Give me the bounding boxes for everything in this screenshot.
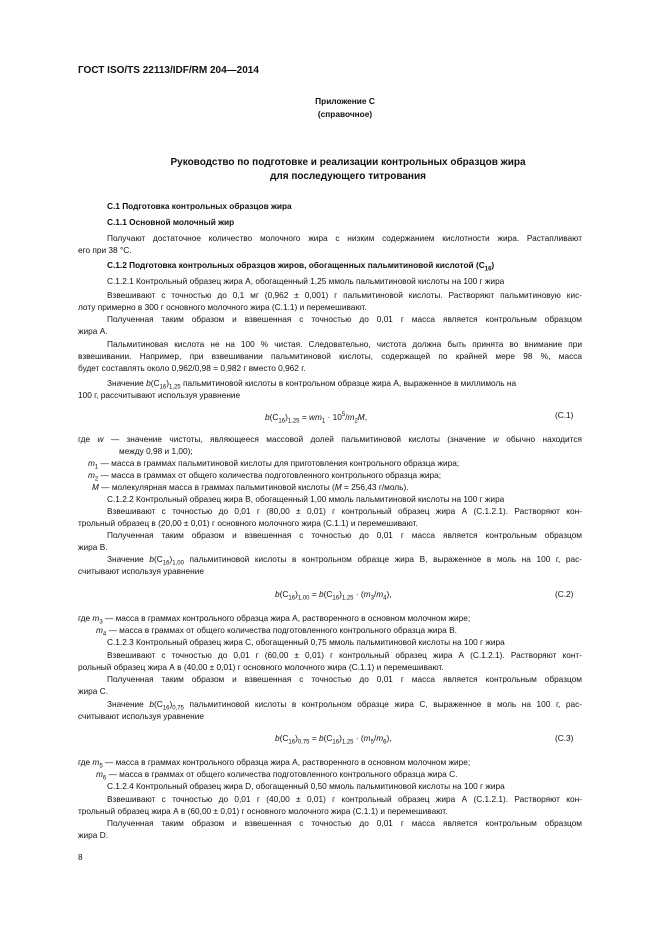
- paragraph-line: трольный образец жира А в (60,00 ± 0,01) г основного молочного жира (С.1.1) и перемешивают.: [78, 806, 448, 816]
- subsection-c1-2-3: С.1.2.3 Контрольный образец жира С, обогащенный 0,75 ммоль пальмитиновой кислоты на 100 г жира: [107, 637, 505, 647]
- equation-c3: $b(C_{16})_{0,75} = b(C_{16})_{1,25} \cdot (m_5/m_6)$,: [275, 733, 392, 746]
- page-number: 8: [78, 852, 83, 862]
- section-title-line1: Руководство по подготовке и реализации контрольных образцов жира: [170, 157, 526, 168]
- paragraph-line: Значение $b(C_{16})_{1,25}$ пальмитиновой кислоты в контрольном образце жира А, выраженное в миллимоль на: [107, 378, 517, 391]
- paragraph-line: Значение $b(C_{16})_{0,75}$ пальмитиновой кислоты в контрольном образце жира С, выраженное в моль на 100 г, рас-: [107, 699, 582, 712]
- paragraph-line: Взвешивают с точностью до 0,01 г (60,00 ± 0,01) г контрольный образец жира А (С.1.2.1). Растворяют конт-: [107, 650, 582, 660]
- equation-c2: $b(C_{16})_{1,00} = b(C_{16})_{1,25} \cdot (m_3/m_4)$,: [275, 589, 392, 602]
- subsection-c1-2-1: С.1.2.1 Контрольный образец жира А, обогащенный 1,25 ммоль пальмитиновой кислоты на 100 г жира: [107, 276, 505, 286]
- heading-c1-1: С.1.1 Основной молочный жир: [107, 217, 235, 227]
- definition-m3: где $m_3$ — масса в граммах контрольного образца жира А, растворенного в основном молочном жире;: [78, 613, 471, 626]
- definition-m6: $m_6$ — масса в граммах от общего количества подготовленного контрольного образца жира С.: [96, 769, 458, 782]
- paragraph-line: Взвешивают с точностью до 0,01 г (80,00 ± 0,01) г контрольный образец жира А (С.1.2.1). Растворяют кон-: [107, 506, 582, 516]
- paragraph-line: взвешивании. Например, при взвешивании пальмитиновой кислоты, содержащей по крайней мере 98 %, масса: [78, 351, 582, 361]
- subsection-c1-2-2: С.1.2.2 Контрольный образец жира В, обогащенный 1,00 ммоль пальмитиновой кислоты на 100 г жира: [107, 494, 505, 504]
- definition-M: M — молекулярная масса в граммах пальмитиновой кислоты (M = 256,43 г/моль).: [92, 482, 409, 492]
- definition-m2: $m_2$ — масса в граммах от общего количества подготовленного контрольного образца жира;: [88, 470, 442, 483]
- equation-c1: $b(C_{16})_{1,25} = wm_1 \cdot 10^5/m_2M$,: [265, 411, 368, 425]
- paragraph-line: Взвешивают с точностью до 0,01 г (40,00 ± 0,01) г контрольный образец жира А (С.1.2.1). Растворяют кон-: [107, 794, 582, 804]
- paragraph-line: между 0,98 и 1,00);: [119, 446, 193, 456]
- annex-note: (справочное): [317, 109, 373, 119]
- definition-m1: $m_1$ — масса в граммах пальмитиновой кислоты для приготовления контрольного образца жира;: [88, 458, 460, 471]
- paragraph-line: Полученная таким образом и взвешенная с точностью до 0,01 г масса является контрольным образцом: [107, 530, 582, 540]
- equation-number: (С.1): [555, 410, 574, 420]
- paragraph-line: рольный образец жира А в (40,00 ± 0,01) г основного молочного жира (С.1.1) и перемешивают.: [78, 662, 444, 672]
- definition-m5: где $m_5$ — масса в граммах контрольного образца жира А, растворенного в основном молочном жире;: [78, 757, 471, 770]
- paragraph-line: Пальмитиновая кислота не на 100 % чистая. Следовательно, чистота должна быть принята во внимание при: [107, 339, 582, 349]
- section-title-line2: для последующего титрования: [270, 171, 426, 182]
- subsection-c1-2-4: С.1.2.4 Контрольный образец жира D, обогащенный 0,50 ммоль пальмитиновой кислоты на 100 г жира: [107, 781, 505, 791]
- paragraph-line: будет составлять около 0,962/0,98 = 0,982 г вместо 0,962 г.: [78, 363, 306, 373]
- equation-number: (С.3): [555, 733, 574, 743]
- paragraph-line: Получают достаточное количество молочного жира с низким содержанием кислотности жира. Растапливают: [107, 233, 582, 243]
- paragraph-line: считывают используя уравнение: [78, 566, 205, 576]
- heading-c1: С.1 Подготовка контрольных образцов жира: [107, 201, 292, 211]
- paragraph-line: где w — значение чистоты, являющееся массовой долей пальмитиновой кислоты (значение w обычно находится: [78, 434, 583, 444]
- paragraph-line: Полученная таким образом и взвешенная с точностью до 0,01 г масса является контрольным образцом: [107, 818, 582, 828]
- paragraph-line: его при 38 °С.: [78, 245, 132, 255]
- paragraph-line: Значение $b(C_{16})_{1,00}$ пальмитиновой кислоты в контрольном образце жира В, выраженное в моль на 100 г, рас-: [107, 554, 582, 567]
- paragraph-line: жира С.: [78, 686, 109, 696]
- paragraph-line: считывают используя уравнение: [78, 711, 205, 721]
- paragraph-line: 100 г, рассчитывают используя уравнение: [78, 390, 241, 400]
- annex-title: Приложение С: [315, 96, 375, 106]
- heading-c1-2: С.1.2 Подготовка контрольных образцов жиров, обогащенных пальмитиновой кислотой $(C_{16})$: [107, 260, 495, 273]
- definition-m4: $m_4$ — масса в граммах от общего количества подготовленного контрольного образца жира В.: [96, 625, 457, 638]
- paragraph-line: жира D.: [78, 830, 109, 840]
- paragraph-line: трольный образец в (20,00 ± 0,01) г основного молочного жира (С.1.1) и перемешивают.: [78, 518, 418, 528]
- equation-number: (С.2): [555, 589, 574, 599]
- paragraph-line: Полученная таким образом и взвешенная с точностью до 0,01 г масса является контрольным образцом: [107, 674, 582, 684]
- paragraph-line: жира А.: [78, 326, 108, 336]
- paragraph-line: лоту примерно в 300 г основного молочного жира (С.1.1) и перемешивают.: [78, 302, 367, 312]
- paragraph-line: жира В.: [78, 542, 108, 552]
- document-header: ГОСТ ISO/TS 22113/IDF/RM 204—2014: [78, 65, 259, 76]
- paragraph-line: Взвешивают с точностью до 0,1 мг (0,962 ± 0,001) г пальмитиновой кислоты. Растворяют пальмитиновую кис-: [107, 290, 582, 300]
- paragraph-line: Полученная таким образом и взвешенная с точностью до 0,01 г масса является контрольным образцом: [107, 314, 582, 324]
